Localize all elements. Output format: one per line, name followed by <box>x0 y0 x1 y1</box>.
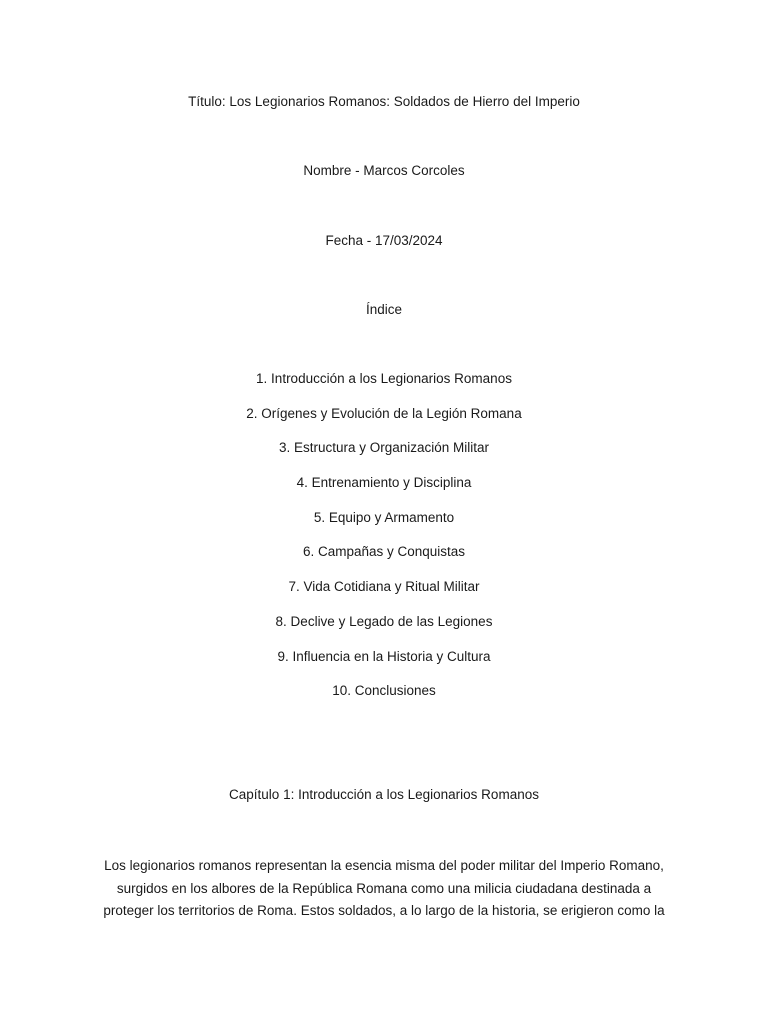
toc-item: 4. Entrenamiento y Disciplina <box>296 475 472 491</box>
paragraph-line: surgidos en los albores de la República Romana como una milicia ciudadana destinada a <box>116 880 652 896</box>
paragraph-line: proteger los territorios de Roma. Estos soldados, a lo largo de la historia, se erigieron como la <box>103 903 665 918</box>
toc-item: 9. Influencia en la Historia y Cultura <box>277 648 491 664</box>
toc-item: 3. Estructura y Organización Militar <box>278 440 490 456</box>
toc-item: 8. Declive y Legado de las Legiones <box>275 613 493 629</box>
toc-item: 7. Vida Cotidiana y Ritual Militar <box>288 579 480 595</box>
toc-item: 1. Introducción a los Legionarios Romanos <box>256 371 512 386</box>
document-date: Fecha - 17/03/2024 <box>325 233 443 248</box>
table-of-contents <box>0 370 768 717</box>
toc-item: 2. Orígenes y Evolución de la Legión Romana <box>246 405 522 421</box>
index-heading: Índice <box>365 302 403 317</box>
chapter-heading: Capítulo 1: Introducción a los Legionarios Romanos <box>229 787 539 802</box>
toc-item: 10. Conclusiones <box>332 683 436 699</box>
toc-item: 6. Campañas y Conquistas <box>302 544 466 560</box>
body-paragraph <box>90 855 678 923</box>
author-name: Nombre - Marcos Corcoles <box>303 163 465 178</box>
document-title: Título: Los Legionarios Romanos: Soldados de Hierro del Imperio <box>188 94 580 109</box>
paragraph-line: Los legionarios romanos representan la esencia misma del poder militar del Imperio Romano, <box>104 858 664 873</box>
toc-item: 5. Equipo y Armamento <box>313 509 455 525</box>
